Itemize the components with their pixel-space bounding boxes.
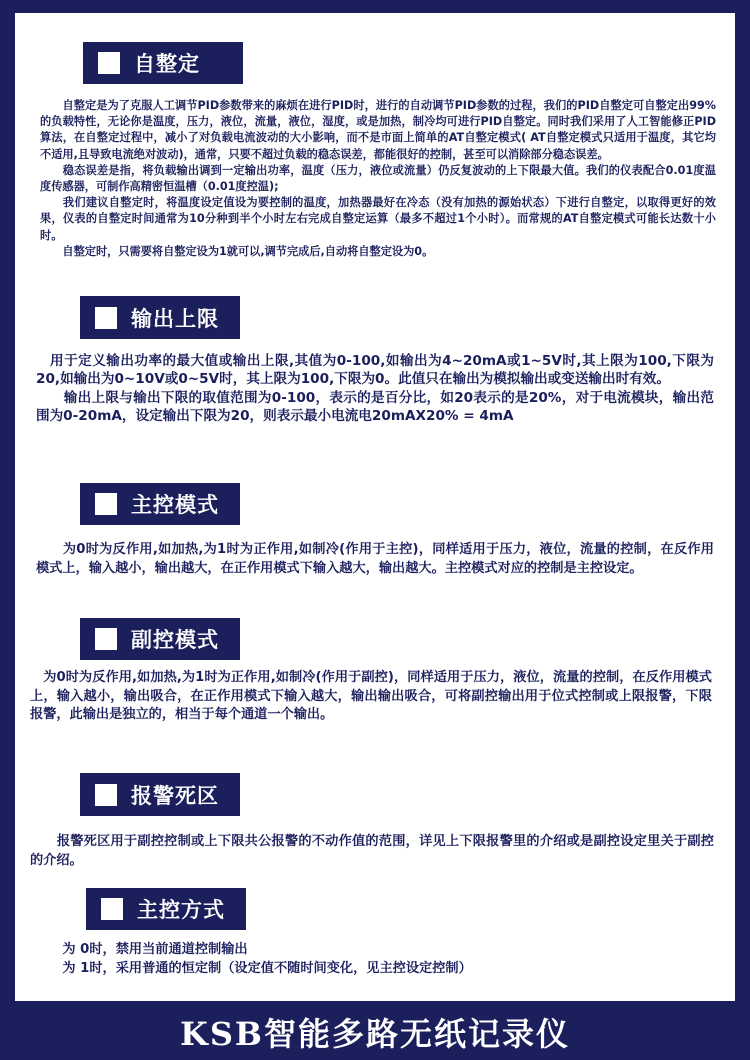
paragraph: 为 0时，禁用当前通道控制输出 (36, 942, 248, 957)
square-icon (95, 784, 117, 806)
paragraph: 为 1时，采用普通的恒定制（设定值不随时间变化，见主控设定控制） (36, 960, 472, 976)
section-title: 报警死区 (131, 783, 219, 808)
square-icon (95, 307, 117, 329)
section-title: 副控模式 (131, 628, 219, 652)
paragraph: 报警死区用于副控控制或上下限共公报警的不动作值的范围，详见上下限报警里的介绍或是副控设定里关于副控的介绍。 (30, 834, 714, 868)
section-body-main-control-method (36, 941, 714, 978)
square-icon (95, 493, 117, 515)
footer-title: KSB智能多路无纸记录仪 (180, 1015, 570, 1053)
section-header-secondary-control-mode (80, 618, 240, 660)
paragraph: 自整定时，只需要将自整定设为1就可以,调节完成后,自动将自整定设为0。 (40, 244, 434, 258)
paragraph: 为0时为反作用,如加热,为1时为正作用,如制冷(作用于副控)，同样适用于压力，液位，流量的控制，在反作用模式上，输入越小，输出吸合，在正作用模式下输入越大，输出输出吸合，可将副控输出用于位式控制或上限报警，下限报警，此输出是独立的，相当于每个通道一个输出。 (30, 670, 712, 723)
paragraph: 用于定义输出功率的最大值或输出上限,其值为0-100,如输出为4~20mA或1~5V时,其上限为100,下限为20,如输出为0~10V或0~5V时，其上限为100,下限为0。此值只在输出为模拟输出或变送输出时有效。 (36, 353, 714, 388)
paragraph: 我们建议自整定时，将温度设定值设为要控制的温度，加热器最好在冷态（没有加热的源始状态）下进行自整定，以取得更好的效果，仪表的自整定时间通常为10分种到半个小时左右完成自整定运算（最多不超过1个小时）。而常规的AT自整定模式可能长达数十小时。 (40, 196, 716, 242)
section-title: 主控模式 (131, 493, 219, 517)
section-header-self-tuning (83, 42, 243, 84)
section-title: 输出上限 (131, 306, 219, 331)
section-header-output-upper-limit (80, 296, 240, 339)
square-icon (95, 628, 117, 650)
section-header-main-control-mode (80, 483, 240, 525)
square-icon (98, 52, 120, 74)
paragraph: 输出上限与输出下限的取值范围为0-100，表示的是百分比，如20表示的是20%，对于电流模块，输出范围为0-20mA，设定输出下限为20，则表示最小电流电20mAX20% = 4mA (36, 389, 714, 425)
section-body-secondary-control-mode (30, 669, 712, 725)
section-title: 自整定 (134, 52, 200, 76)
section-body-output-upper-limit (36, 352, 714, 426)
section-header-main-control-method (86, 888, 246, 930)
section-header-alarm-dead-zone (80, 773, 240, 816)
section-body-alarm-dead-zone (30, 833, 714, 870)
section-body-self-tuning (40, 98, 716, 260)
square-icon (101, 898, 123, 920)
paragraph: 稳态误差是指，将负载输出调到一定输出功率，温度（压力，液位或流量）仍反复波动的上下限最大值。我们的仪表配合0.01度温度传感器，可制作高精密恒温槽（0.01度控温); (40, 163, 716, 194)
paragraph: 为0时为反作用,如加热,为1时为正作用,如制冷(作用于主控)，同样适用于压力，液位，流量的控制，在反作用模式上，输入越小，输出越大，在正作用模式下输入越大，输出越大。主控模式对应的控制是主控设定。 (36, 542, 714, 576)
section-title: 主控方式 (137, 898, 225, 922)
section-body-main-control-mode (36, 541, 714, 578)
paragraph: 自整定是为了克服人工调节PID参数带来的麻烦在进行PID时，进行的自动调节PID参数的过程，我们的PID自整定可自整定出99%的负载特性，无论你是温度，压力，液位，流量，液位，湿度，或是加热，制冷均可进行PID自整定。同时我们采用了人工智能修正PID算法，在自整定过程中，减小了对负载电流波动的大小影响，而不是市面上简单的AT自整定模式( AT自整定模式只适用于温度，其它均不适用,且导致电流绝对波动)，通常，只要不超过负载的稳态误差，都能很好的控制，甚至可以消除部分稳态误差。 (40, 99, 716, 161)
